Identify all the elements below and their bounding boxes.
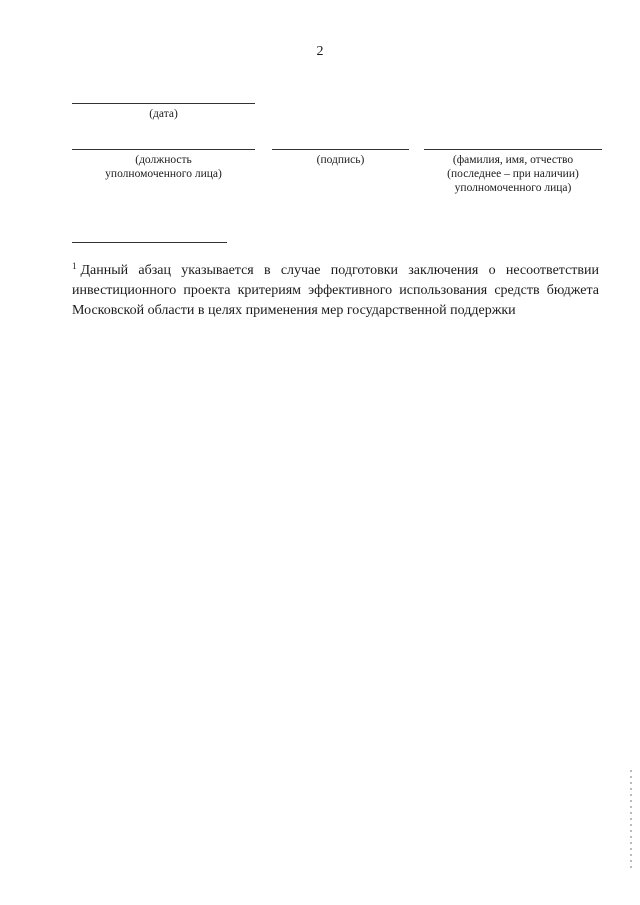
name-caption-line-1: (фамилия, имя, отчество bbox=[452, 154, 574, 166]
footnote bbox=[72, 256, 599, 321]
position-line bbox=[72, 149, 255, 150]
date-caption: (дата) bbox=[149, 108, 178, 120]
footnote-text: Данный абзац указывается в случае подготовки заключения о несоответствии инвестиционного проекта критериям эффективного использования средств бюджета Московской области в целях применения мер государственной поддержки bbox=[72, 263, 599, 318]
name-caption-line-2: (последнее – при наличии) bbox=[447, 168, 579, 180]
date-line bbox=[72, 103, 255, 104]
signature-line bbox=[272, 149, 409, 150]
position-caption bbox=[72, 153, 255, 181]
name-field bbox=[424, 149, 602, 195]
name-caption-line-3: уполномоченного лица) bbox=[454, 182, 572, 194]
position-field bbox=[72, 149, 255, 181]
name-line bbox=[424, 149, 602, 150]
date-field bbox=[72, 103, 255, 121]
page-number: 2 bbox=[316, 44, 324, 59]
footnote-marker: 1 bbox=[72, 261, 77, 271]
scan-edge-mark bbox=[630, 770, 632, 870]
footnote-separator bbox=[72, 242, 227, 243]
signature-field bbox=[272, 149, 409, 167]
position-caption-line-1: (должность bbox=[135, 154, 192, 166]
position-caption-line-2: уполномоченного лица) bbox=[105, 168, 222, 180]
signature-caption: (подпись) bbox=[316, 154, 365, 166]
name-caption bbox=[424, 153, 602, 195]
